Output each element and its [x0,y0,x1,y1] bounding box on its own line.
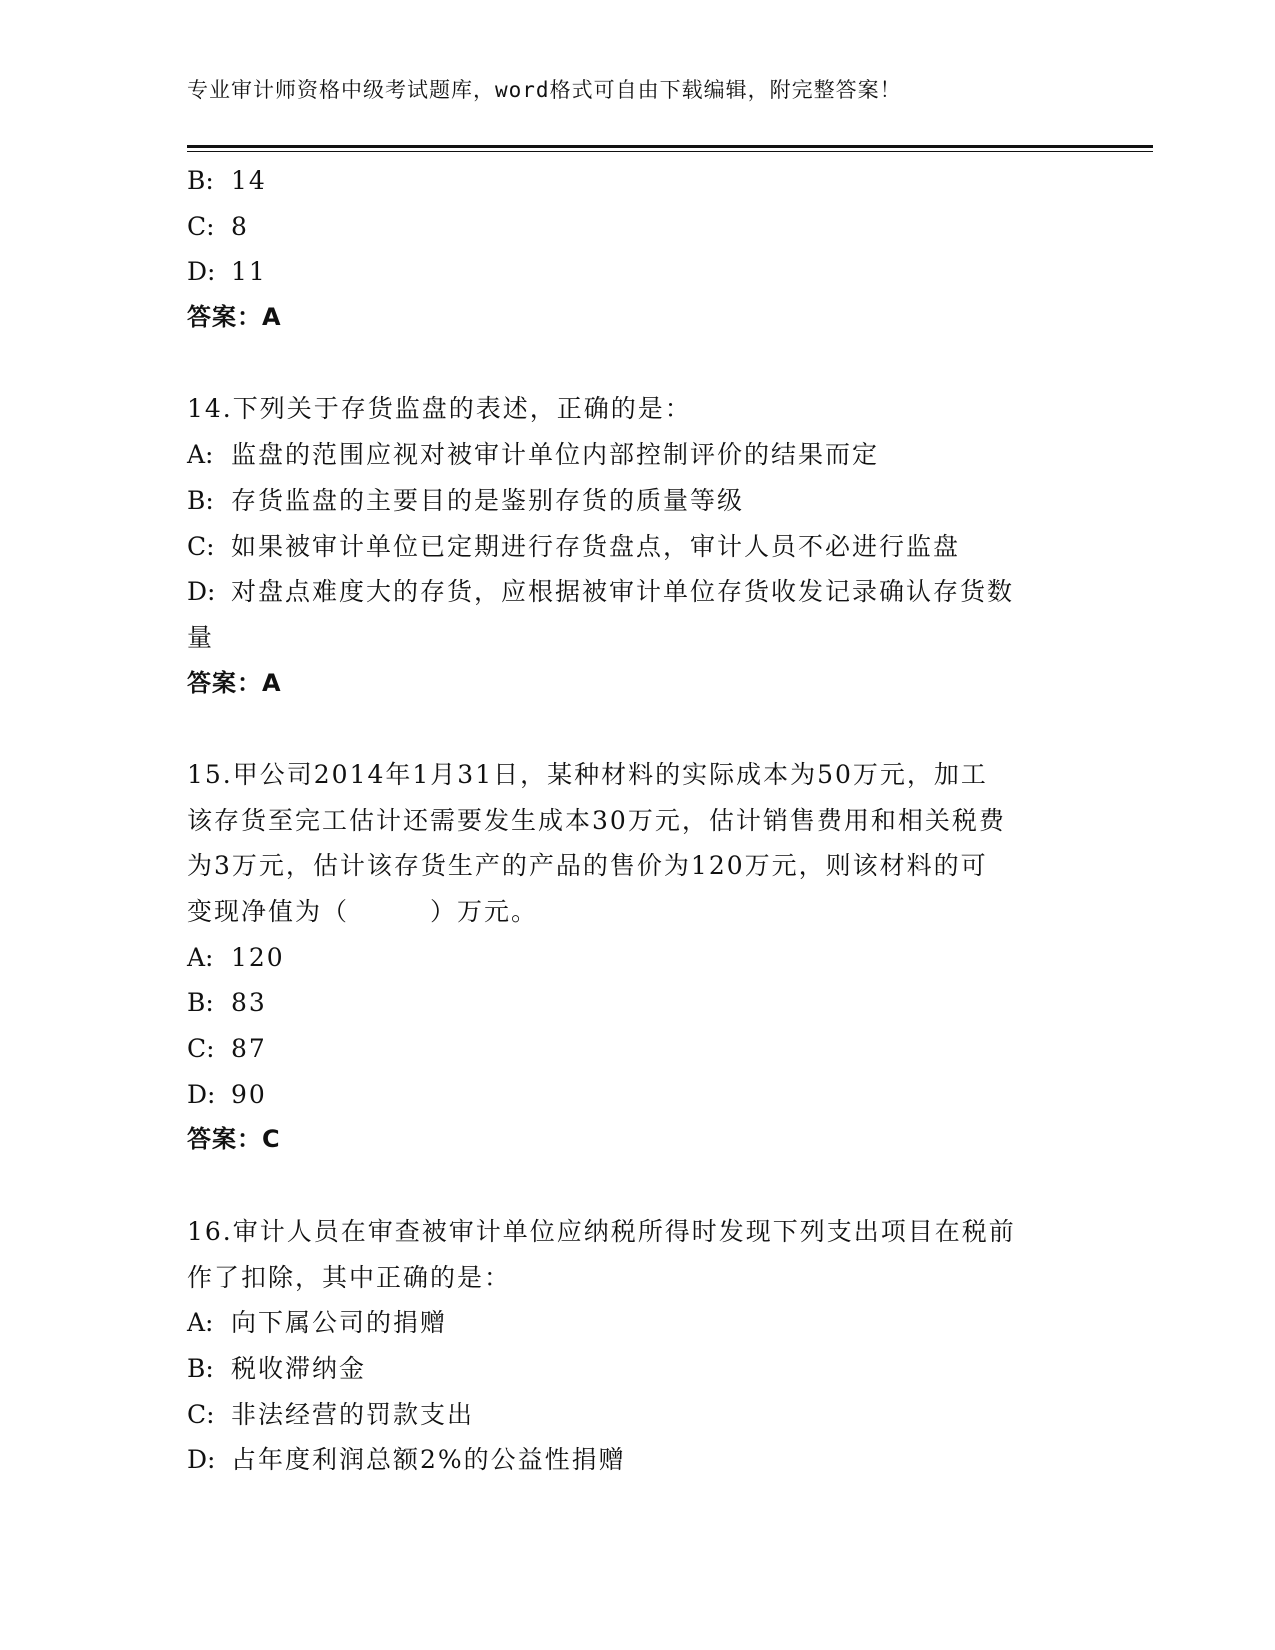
spacer [187,706,1087,752]
option-key: C: [187,1399,215,1429]
question-15 [187,752,1087,1163]
option-a [187,1300,1087,1346]
option-text: 存货监盘的主要目的是鉴别存货的质量等级 [231,485,745,515]
option-c [187,204,1087,250]
option-text: 向下属公司的捐赠 [231,1308,448,1338]
option-d [187,1072,1087,1118]
question-stem: 14.下列关于存货监盘的表述，正确的是： [187,394,692,424]
option-key: D: [187,257,216,287]
option-b [187,980,1087,1026]
option-text: 83 [231,988,267,1018]
question-stem-line: 变现净值为（ ）万元。 [187,897,539,926]
option-c [187,1392,1087,1438]
option-b [187,158,1087,204]
answer-line: 答案：A [187,668,282,697]
option-key: A: [187,1308,214,1338]
spacer [187,1163,1087,1209]
option-key: D: [187,577,216,607]
option-text: 对盘点难度大的存货，应根据被审计单位存货收发记录确认存货数 [231,577,1015,607]
option-text: 14 [231,166,267,195]
page-header: 专业审计师资格中级考试题库，word格式可自由下载编辑，附完整答案！ [187,78,902,102]
question-13 [187,158,1087,341]
option-a [187,432,1087,478]
option-d [187,1437,1087,1483]
option-text: 90 [231,1079,267,1109]
option-key: B: [187,988,214,1018]
spacer [187,341,1087,387]
option-text: 11 [231,257,267,287]
header-rule-thick [187,145,1153,148]
option-key: C: [187,531,215,561]
option-key: B: [187,166,214,195]
option-d-continuation: 量 [187,622,215,652]
option-text: 120 [231,942,285,972]
answer-line: 答案：A [187,303,282,332]
option-key: D: [187,1445,216,1475]
option-text: 占年度利润总额2%的公益性捐赠 [231,1445,626,1475]
question-stem-line: 为3万元，估计该存货生产的产品的售价为120万元，则该材料的可 [187,851,988,881]
option-key: A: [187,942,214,972]
option-key: D: [187,1079,216,1109]
option-text: 非法经营的罚款支出 [231,1399,475,1429]
option-b [187,1346,1087,1392]
option-b [187,478,1087,524]
option-key: C: [187,211,215,241]
option-c [187,524,1087,570]
option-d [187,569,1087,615]
question-14 [187,386,1087,706]
question-stem-line: 作了扣除，其中正确的是： [187,1262,512,1292]
question-list [187,158,1087,1483]
question-16 [187,1209,1087,1483]
option-key: B: [187,1353,214,1383]
option-a [187,935,1087,981]
question-stem-line: 16.审计人员在审查被审计单位应纳税所得时发现下列支出项目在税前 [187,1216,1016,1246]
question-stem-line: 15.甲公司2014年1月31日，某种材料的实际成本为50万元，加工 [187,759,988,789]
question-stem-line: 该存货至完工估计还需要发生成本30万元，估计销售费用和相关税费 [187,805,1006,835]
option-c [187,1026,1087,1072]
header-rule-thin [187,151,1153,152]
option-d [187,249,1087,295]
option-text: 8 [231,211,249,241]
answer-line: 答案：C [187,1125,281,1154]
option-text: 监盘的范围应视对被审计单位内部控制评价的结果而定 [231,440,880,470]
option-text: 税收滞纳金 [231,1353,367,1383]
option-key: C: [187,1034,215,1064]
option-key: B: [187,485,214,515]
option-key: A: [187,440,214,470]
option-text: 87 [231,1034,267,1064]
option-text: 如果被审计单位已定期进行存货盘点，审计人员不必进行监盘 [231,531,961,561]
